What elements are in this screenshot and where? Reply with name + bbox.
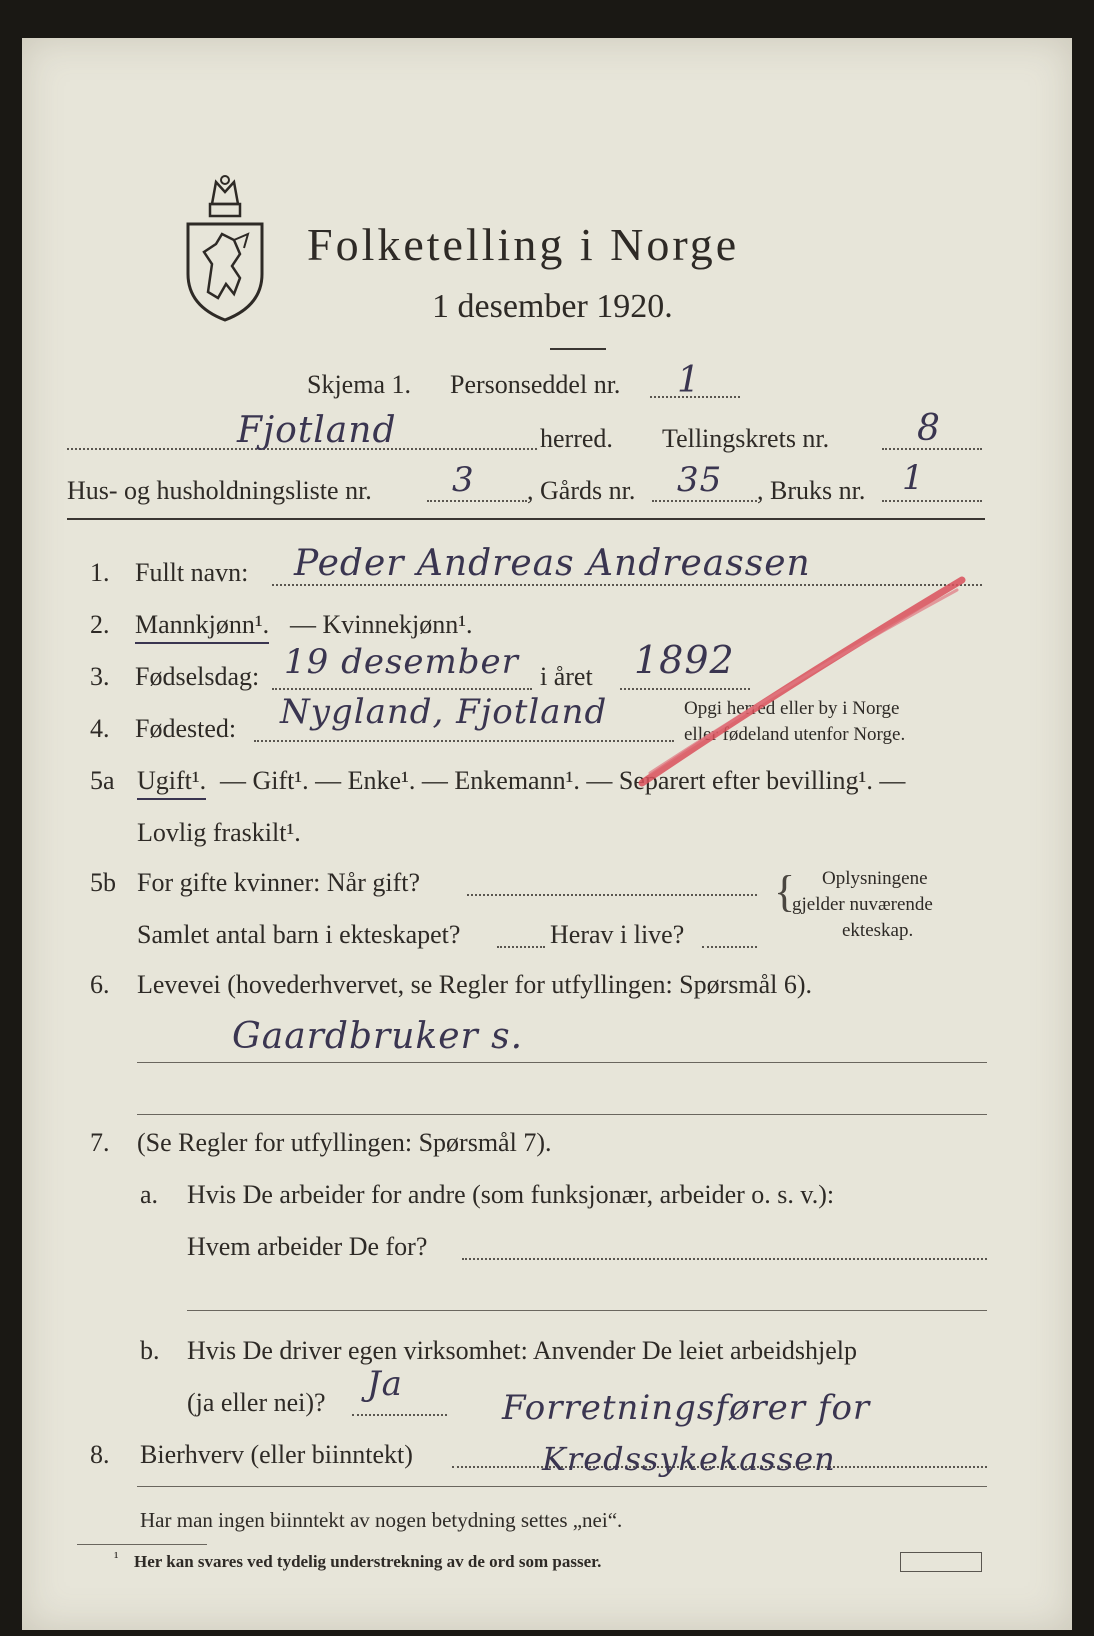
q7b-question: Hvis De driver egen virksomhet: Anvender De leiet arbeidshjelp	[187, 1336, 858, 1365]
birthplace-value[interactable]: Nygland, Fjotland	[280, 692, 608, 732]
q6-number: 6.	[90, 970, 110, 999]
red-pencil-mark	[622, 568, 982, 798]
herred-value[interactable]: Fjotland	[237, 410, 397, 451]
married-when-field[interactable]	[467, 894, 757, 896]
gards-value[interactable]: 35	[677, 460, 723, 500]
personseddel-value[interactable]: 1	[677, 360, 701, 401]
husliste-value[interactable]: 3	[452, 460, 475, 500]
sex-female-option[interactable]: — Kvinnekjønn¹.	[290, 610, 473, 639]
footnote-mark: ¹	[114, 1550, 119, 1566]
birthplace-note-1: Opgi herred eller by i Norge	[684, 698, 900, 719]
occupation-label: Levevei (hovederhvervet, se Regler for utfyllingen: Spørsmål 6).	[137, 970, 813, 999]
no-income-note: Har man ingen biinntekt av nogen betydning settes „nei“.	[140, 1508, 623, 1532]
birthdate-label: Fødselsdag:	[135, 662, 260, 691]
children-count-field[interactable]	[497, 946, 545, 948]
q5a-number: 5a	[90, 766, 115, 795]
side-income-value-2[interactable]: Kredssykekassen	[542, 1440, 836, 1478]
full-name-label: Fullt navn:	[135, 558, 249, 587]
marriage-note-3: ekteskap.	[842, 920, 914, 941]
tellingskrets-label: Tellingskrets nr.	[662, 424, 830, 453]
married-when-label: For gifte kvinner: Når gift?	[137, 868, 421, 897]
employer-field[interactable]	[462, 1258, 987, 1260]
q4-number: 4.	[90, 714, 110, 743]
norway-coat-of-arms-icon	[182, 174, 268, 324]
q5b-number: 5b	[90, 868, 116, 897]
q7-label: (Se Regler for utfyllingen: Spørsmål 7).	[137, 1128, 552, 1157]
herred-label: herred.	[540, 424, 613, 453]
husliste-label: Hus- og husholdningsliste nr.	[67, 476, 372, 505]
footnote-text: Her kan svares ved tydelig understrekning av de ord som passer.	[134, 1552, 602, 1571]
birthplace-label: Fødested:	[135, 714, 237, 743]
schema-label: Skjema 1.	[307, 370, 411, 399]
personseddel-label: Personseddel nr.	[450, 370, 621, 399]
census-date: 1 desember 1920.	[432, 288, 673, 325]
header-divider	[67, 518, 985, 520]
q2-number: 2.	[90, 610, 110, 639]
marital-divorced-option[interactable]: Lovlig fraskilt¹.	[137, 818, 301, 847]
children-alive-label: Herav i live?	[550, 920, 685, 949]
occupation-value[interactable]: Gaardbruker s.	[232, 1016, 524, 1057]
birthplace-note-2: eller fødeland utenfor Norge.	[684, 724, 906, 745]
full-name-value[interactable]: Peder Andreas Andreassen	[294, 543, 811, 584]
hired-help-value[interactable]: Ja	[367, 1364, 403, 1404]
children-alive-field[interactable]	[702, 946, 757, 948]
gards-label: , Gårds nr.	[527, 476, 636, 505]
title-divider	[550, 348, 606, 350]
q7-number: 7.	[90, 1128, 110, 1157]
census-form: Folketelling i Norge 1 desember 1920. Skjema 1. Personseddel nr. 1 Fjotland herred. Tellingskrets nr. 8 Hus- og husholdningsliste nr. 3 , Gårds nr. 35 , Bruks nr. 1 1. Fullt navn: Peder Andreas Andreassen 2. Mannkjønn¹. — Kvinnekjønn¹. 3. Fødselsdag: 19 desember i året 1892 4. Fødested: Nygland, Fjotland Opgi herred eller by i Norge eller fødeland utenfor Norge. 5a Ugift¹. — Gift¹. — Enke¹. — Enkemann¹. — Separert efter bevilling¹. — Lovlig fraskilt¹. 5b For gifte kvinner: Når gift? Samlet antal barn i ekteskapet? Herav i live? { Oplysningene gjelder nuværende ekteskap. 6. Levevei (hovederhvervet, se Regler for utfyllingen: Spørsmål 6). Gaardbruker s. 7. (Se Regler for utfyllingen: Spørsmål 7). a. Hvis De arbeider for andre (som funksjonær, arbeider o. s. v.): Hvem arbeider De for? b. Hvis De driver egen virksomhet: Anvender De leiet arbeidshjelp (ja eller nei)? Ja 8. Bierhverv (eller biinntekt) Forretningsfører for Kredssykekassen Har man ingen biinntekt av nogen betydning settes „nei“. ¹ Her kan svares ved tydelig understrekning av de ord som passer.	[22, 38, 1072, 1630]
birth-year-label: i året	[540, 662, 593, 691]
marital-other-options[interactable]: — Gift¹. — Enke¹. — Enkemann¹. — Separert efter bevilling¹. —	[220, 766, 906, 795]
q7a-letter: a.	[140, 1180, 159, 1209]
tellingskrets-value[interactable]: 8	[917, 408, 941, 449]
q3-number: 3.	[90, 662, 110, 691]
printer-mark	[900, 1552, 982, 1572]
marital-unmarried-option[interactable]: Ugift¹.	[137, 766, 206, 800]
marriage-note-2: gjelder nuværende	[792, 894, 933, 915]
children-count-label: Samlet antal barn i ekteskapet?	[137, 920, 461, 949]
sex-male-option[interactable]: Mannkjønn¹.	[135, 610, 269, 644]
q7a-question: Hvis De arbeider for andre (som funksjonær, arbeider o. s. v.):	[187, 1180, 835, 1209]
bruks-value[interactable]: 1	[902, 458, 925, 498]
employer-label: Hvem arbeider De for?	[187, 1232, 428, 1261]
q7b-letter: b.	[140, 1336, 160, 1365]
q1-number: 1.	[90, 558, 110, 587]
side-income-value-1[interactable]: Forretningsfører for	[502, 1388, 871, 1428]
q8-number: 8.	[90, 1440, 110, 1469]
birth-year-value[interactable]: 1892	[634, 638, 735, 682]
birthdate-value[interactable]: 19 desember	[284, 642, 519, 682]
form-title: Folketelling i Norge	[307, 219, 740, 270]
hired-help-label: (ja eller nei)?	[187, 1388, 326, 1417]
side-income-label: Bierhverv (eller biinntekt)	[140, 1440, 413, 1469]
marriage-note-1: Oplysningene	[822, 868, 928, 889]
bruks-label: , Bruks nr.	[757, 476, 866, 505]
